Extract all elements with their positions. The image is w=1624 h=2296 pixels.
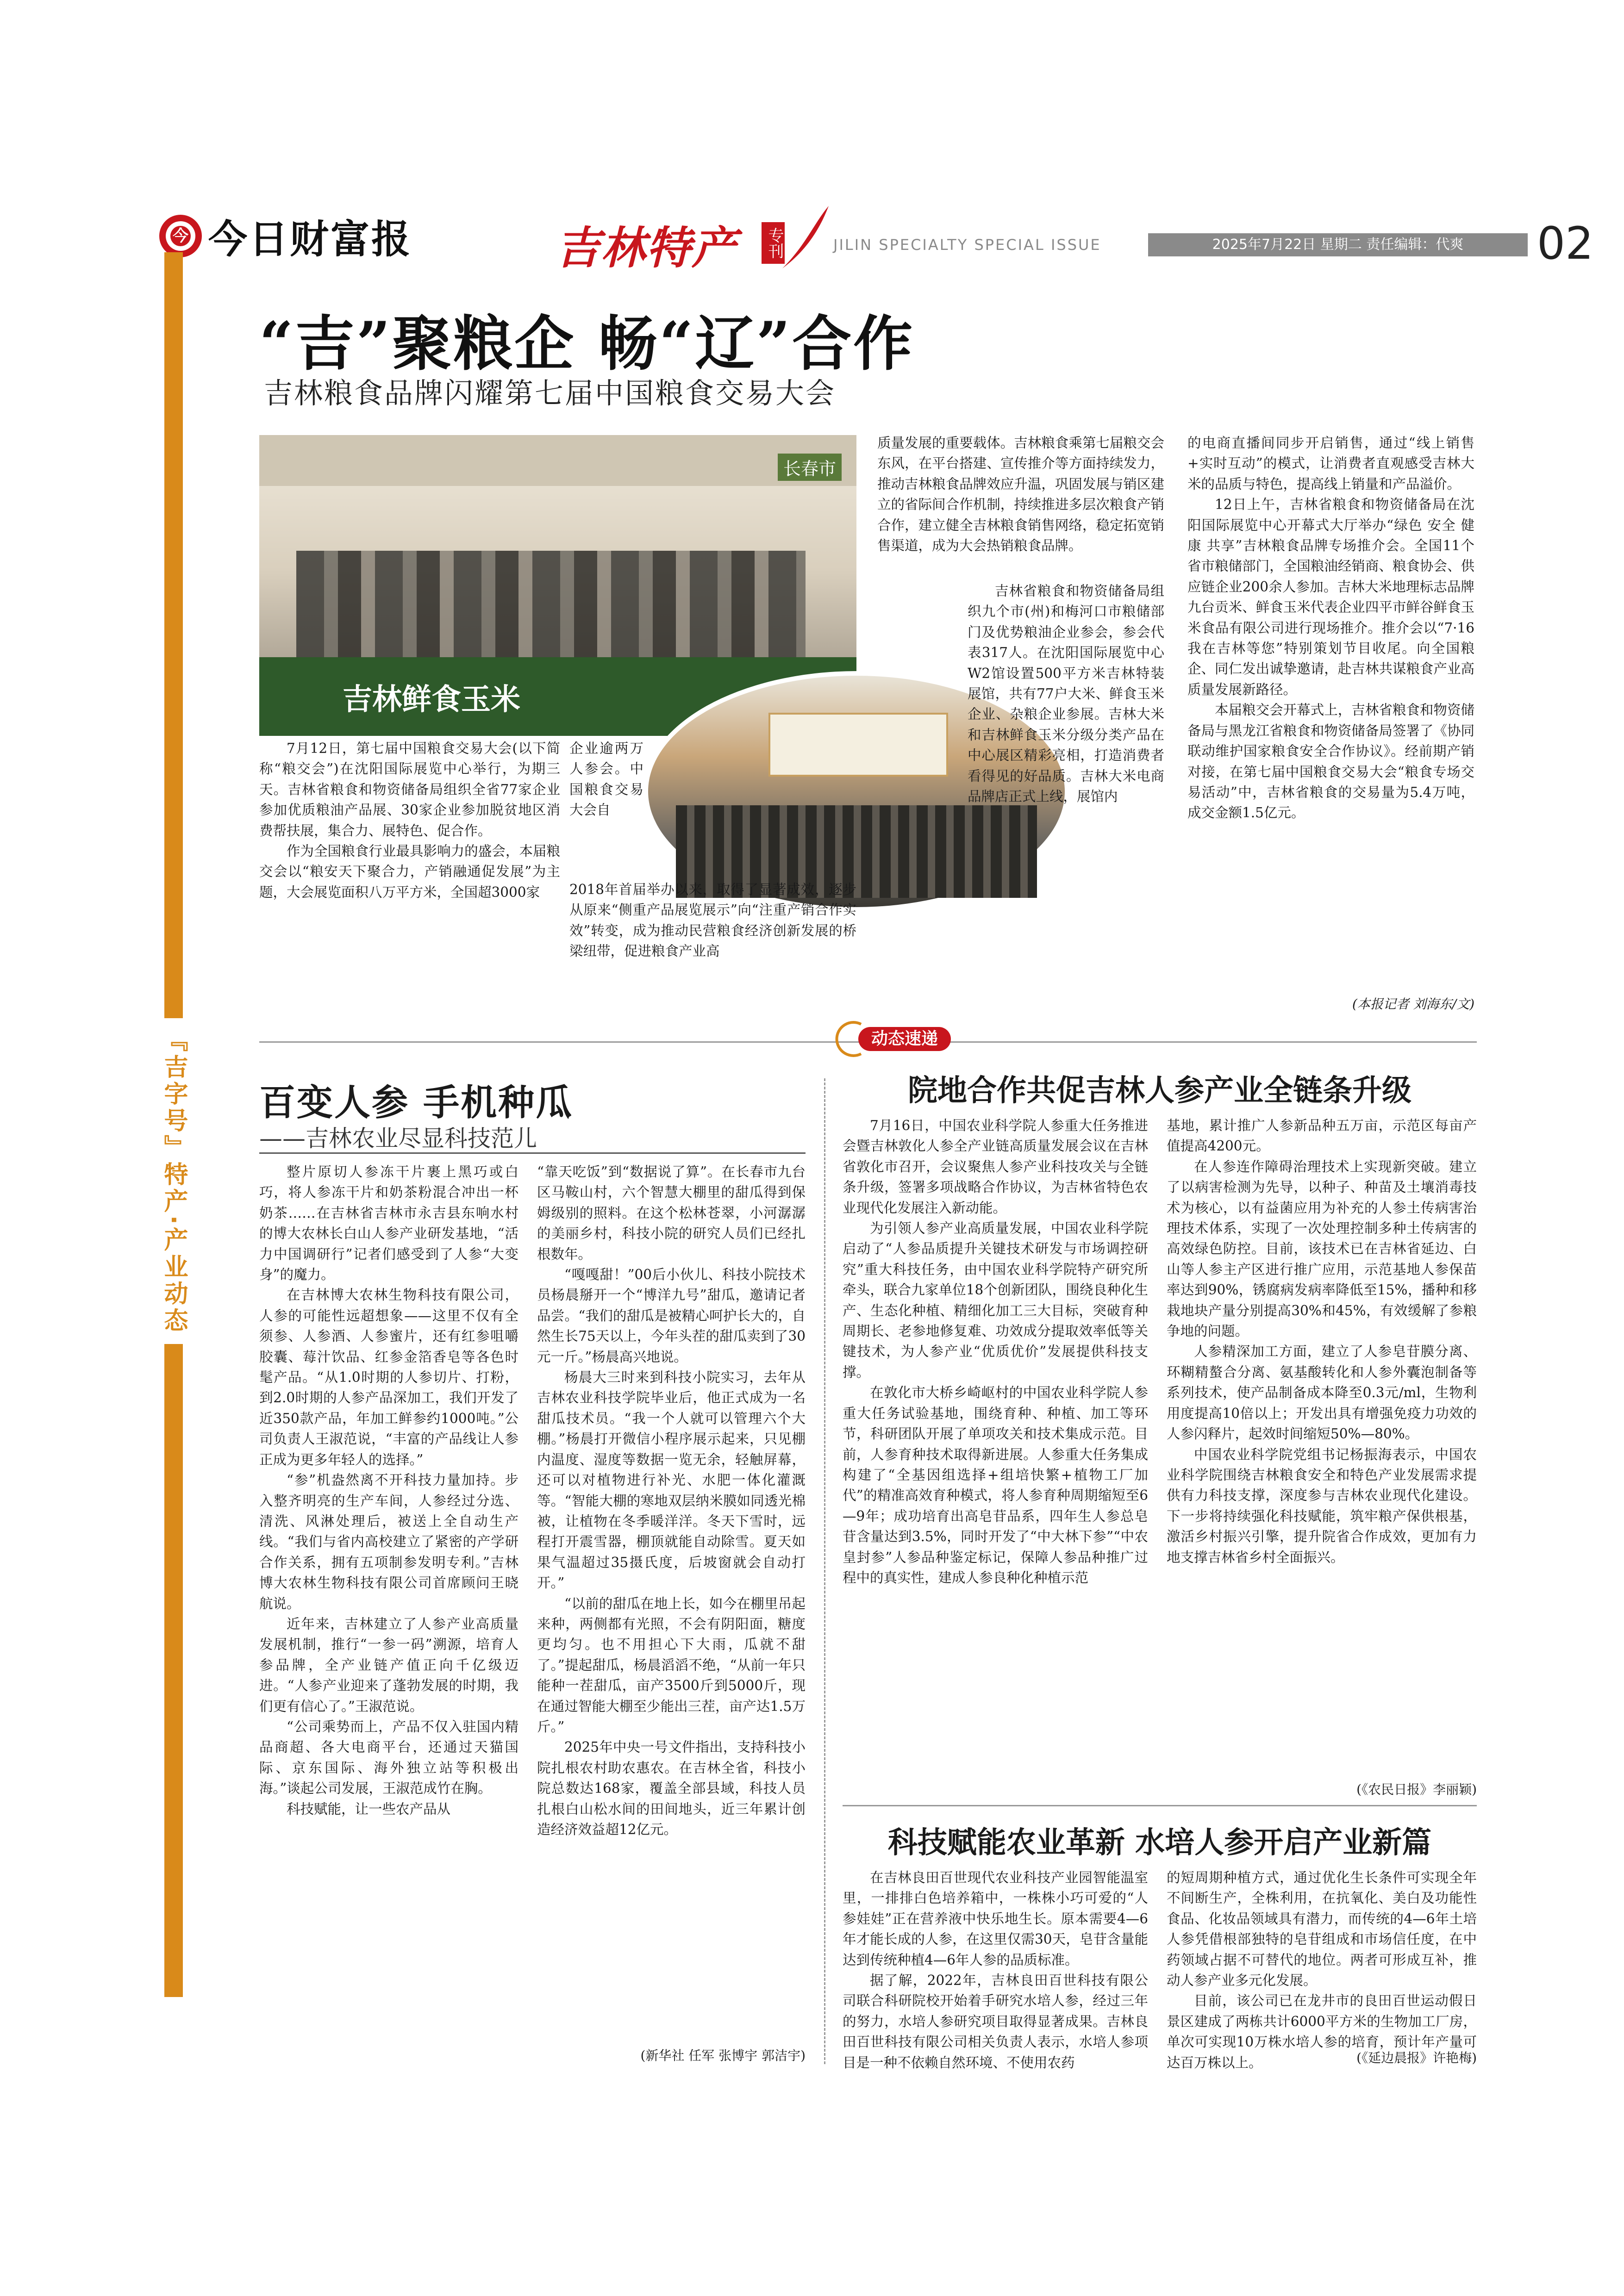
paragraph: “靠天吃饭”到“数据说了算”。在长春市九台区马鞍山村，六个智慧大棚里的甜瓜得到保姆级别的照料。在这个松林苍翠，小河潺潺的美丽乡村，科技小院的研究人员们已经扎根数年。	[537, 1164, 806, 1262]
photo-city-sign: 长春市	[778, 454, 842, 481]
ginseng-phone-column-1	[259, 1162, 518, 2069]
paragraph: 在人参连作障碍治理技术上实现新突破。建立了以病害检测为先导，以种子、种苗及土壤消毒技术为核心，以有益菌应用为补充的人参土传病害治理技术体系，实现了一次处理控制多种土传病害的高效绿色防控。目前，该技术已在吉林省延边、白山等人参主产区进行推广应用，示范基地人参保苗率达到90%，锈腐病发病率降低至15%，播种和移栽地块产量分别提高30%和45%，有效缓解了参粮争地的问题。	[1167, 1158, 1477, 1339]
photo-corn-banner: 吉林鲜食玉米	[343, 683, 520, 717]
paragraph: 人参精深加工方面，建立了人参皂苷膜分离、环糊精螯合分离、氨基酸转化和人参外囊泡制备等系列技术，使产品制备成本降至0.3元/ml，生物利用度提高10倍以上；开发出具有增强免疫力功效的人参闪释片，起效时间缩短50%—80%。	[1167, 1344, 1477, 1442]
english-issue-title: JILIN SPECIALTY SPECIAL ISSUE	[833, 236, 1101, 254]
column-divider	[824, 1078, 825, 2064]
paragraph: 企业逾两万人参会。中国粮食交易大会自	[569, 740, 643, 818]
academy-bottom-rule	[843, 1805, 1477, 1806]
paragraph: “以前的甜瓜在地上长，如今在棚里吊起来种，两侧都有光照，不会有阴阳面，糖度更均匀。也不用担心下大雨，瓜就不甜了。”提起甜瓜，杨晨滔滔不绝，“从前一年只能种一茬甜瓜，亩产3500斤到5000斤，现在通过智能大棚至少能出三茬，亩产达1.5万斤。”	[537, 1595, 806, 1735]
paragraph: 在吉林博大农林生物科技有限公司，人参的可能性远超想象——这里不仅有全须参、人参酒、人参蜜片，还有红参咀嚼胶囊、莓汁饮品、红参金箔香皂等各色时髦产品。“从1.0时期的人参切片、打粉，到2.0时期的人参产品深加工，我们开发了近350款产品，年加工鲜参约1000吨。”公司负责人王淑范说，“丰富的产品线让人参正成为更多年轻人的选择。”	[259, 1287, 518, 1468]
paragraph: 的电商直播间同步开启销售，通过“线上销售+实时互动”的模式，让消费者直观感受吉林大米的品质与特色，提高线上销量和产品溢价。	[1187, 435, 1474, 492]
photo-crowd	[296, 551, 806, 657]
academy-column-1	[843, 1115, 1148, 1800]
sidebar-section-label: 『吉字号』特产·产业动态	[160, 1018, 187, 1344]
special-issue-stamp: 专刊	[762, 222, 785, 264]
paragraph: 整片原切人参冻干片裹上黑巧或白巧，将人参冻干片和奶茶粉混合冲出一杯奶茶……在吉林省吉林市永吉县东响水村的博大农林长白山人参产业研发基地，“活力中国调研行”记者们感受到了人参“大变身”的魔力。	[259, 1164, 518, 1283]
lead-column-1	[259, 738, 560, 1034]
ginseng-phone-title-rule	[259, 1152, 806, 1154]
lead-subheadline: 吉林粮食品牌闪耀第七届中国粮食交易大会	[264, 376, 836, 410]
special-issue-title: 吉林特产	[556, 222, 737, 274]
newspaper-logo-monogram: 今	[173, 227, 188, 245]
brush-swoosh-icon	[778, 204, 833, 273]
newspaper-name: 今日财富报	[208, 216, 412, 262]
paragraph: 在吉林良田百世现代农业科技产业园智能温室里，一排排白色培养箱中，一株株小巧可爱的“人参娃娃”正在营养液中快乐地生长。原本需要4—6年才能长成的人参，在这里仅需30天，皂苷含量能达到传统种植4—6年人参的品质标准。	[843, 1870, 1148, 1968]
lead-headline: “吉”聚粮企 畅“辽”合作	[259, 309, 915, 379]
academy-column-2	[1167, 1115, 1477, 1782]
paragraph: 科技赋能，让一些农产品从	[287, 1801, 451, 1817]
paragraph: 基地，累计推广人参新品种五万亩，示范区每亩产值提高4200元。	[1167, 1118, 1477, 1154]
ginseng-phone-column-2	[537, 1162, 806, 2041]
lead-column-4	[1187, 433, 1474, 979]
paragraph: 质量发展的重要载体。吉林粮食乘第七届粮交会东风，在平台搭建、宣传推介等方面持续发力，推动吉林粮食品牌效应升温，巩固发展与销区建立的省际间合作机制，持续推进多层次粮食产销合作，建立健全吉林粮食销售网络，稳定拓宽销售渠道，成为大会热销粮食品牌。	[877, 435, 1164, 554]
paragraph: 吉林省粮食和物资储备局组织九个市(州)和梅河口市粮储部门及优势粮油企业参会，参会代表317人。在沈阳国际展览中心W2馆设置500平方米吉林特装展馆，共有77户大米、鲜食玉米企业、杂粮企业参展。吉林大米和吉林鲜食玉米分级分类产品在中心展区精彩亮相，打造消费者看得见的好品质。吉林大米电商品牌店正式上线，展馆内	[968, 583, 1164, 805]
paragraph: 中国农业科学院党组书记杨振海表示，中国农业科学院围绕吉林粮食安全和特色产业发展需求提供有力科技支撑，深度参与吉林农业现代化建设。下一步将持续强化科技赋能，筑牢粮产保供根基，激活乡村振兴引擎，提升院省合作成效，更加有力地支撑吉林省乡村全面振兴。	[1167, 1446, 1477, 1565]
paragraph: 在敦化市大桥乡崎岖村的中国农业科学院人参重大任务试验基地，围绕育种、种植、加工等环节，科研团队开展了单项攻关和技术集成示范。目前，人参育种技术取得新进展。人参重大任务集成构建了“全基因组选择+组培快繁+植物工厂加代”的精准高效育种模式，将人参育种周期缩短至6—9年；成功培育出高皂苷品系，四年生人参总皂苷含量达到3.5%，同时开发了“中大林下参”“中农皇封参”人参品种鉴定标记，保障人参品种推广过程中的真实性，建成人参良种化种植示范	[843, 1385, 1148, 1586]
academy-headline: 院地合作共促吉林人参产业全链条升级	[908, 1073, 1412, 1108]
paragraph: 近年来，吉林建立了人参产业高质量发展机制，推行“一参一码”溯源，培育人参品牌，全产业链产值正向千亿级迈进。“人参产业迎来了蓬勃发展的时期，我们更有信心了。”王淑范说。	[259, 1616, 518, 1714]
paragraph: 本届粮交会开幕式上，吉林省粮食和物资储备局与黑龙江省粮食和物资储备局签署了《协同联动维护国家粮食安全合作协议》。经前期产销对接，在第七届中国粮食交易大会“粮食专场交易活动”中，吉林省粮食的交易量为5.4万吨，成交金额1.5亿元。	[1187, 702, 1474, 821]
hydroponic-headline: 科技赋能农业革新 水培人参开启产业新篇	[887, 1825, 1432, 1860]
paragraph: 2018年首届举办以来，取得了显著成效，逐步从原来“侧重产品展览展示”向“注重产销合作实效”转变，成为推动民营粮食经济创新发展的桥梁纽带，促进粮食产业高	[569, 882, 856, 959]
paragraph: 据了解，2022年，吉林良田百世科技有限公司联合科研院校开始着手研究水培人参，经过三年的努力，水培人参研究项目取得显著成果。吉林良田百世科技有限公司相关负责人表示，水培人参项目是一种不依赖自然环境、不使用农药	[843, 1972, 1148, 2071]
ginseng-phone-subheadline: ——吉林农业尽显科技范儿	[259, 1125, 537, 1152]
section-tag-badge	[843, 1020, 963, 1058]
hydroponic-column-1	[843, 1867, 1148, 2071]
masthead	[157, 204, 1594, 274]
lead-column-2	[569, 879, 856, 1037]
photo-ceiling	[259, 435, 856, 486]
paragraph: 为引领人参产业高质量发展，中国农业科学院启动了“人参品质提升关键技术研发与市场调控研究”重大科技任务，由中国农业科学院特产研究所牵头，联合九家单位18个创新团队，围绕良种化生产、生态化种植、精细化加工三大目标，突破育种周期长、老参地修复难、功效成分提取效率低等关键技术，为人参产业“优质优价”发展提供科技支撑。	[843, 1220, 1148, 1380]
paragraph: 2025年中央一号文件指出，支持科技小院扎根农村助农惠农。在吉林全省，科技小院总数达168家，覆盖全部县域，科技人员扎根白山松水间的田间地头，近三年累计创造经济效益超12亿元。	[537, 1739, 806, 1837]
paragraph: “嘎嘎甜！”00后小伙儿、科技小院技术员杨晨掰开一个“博洋九号”甜瓜，邀请记者品尝。“我们的甜瓜是被精心呵护长大的，自然生长75天以上，今年头茬的甜瓜卖到了30元一斤。”杨晨高兴地说。	[537, 1267, 806, 1365]
date-editor-line: 2025年7月22日 星期二 责任编辑：代爽	[1148, 233, 1528, 256]
section-tag-label: 动态速递	[871, 1029, 938, 1048]
hydroponic-byline: (《延边晨报》许艳梅)	[1356, 2050, 1477, 2066]
lead-column-3-top	[877, 433, 1164, 581]
paragraph: “参”机盎然离不开科技力量加持。步入整齐明亮的生产车间，人参经过分选、清洗、风淋处理后，被送上全自动生产线。“我们与省内高校建立了紧密的产学研合作关系，拥有五项制参发明专利。”吉林博大农林生物科技有限公司首席顾问王晓航说。	[259, 1472, 518, 1612]
paragraph: 目前，该公司已在龙井市的良田百世运动假日景区建成了两栋共计6000平方米的生物加工厂房，单次可实现10万株水培人参的培育，预计年产量可达百万株以上。	[1167, 1993, 1477, 2071]
lead-byline: (本报记者 刘海东/文)	[1352, 996, 1474, 1012]
paragraph: 作为全国粮食行业最具影响力的盛会，本届粮交会以“粮安天下聚合力，产销融通促发展”为主题，大会展览面积八万平方米，全国超3000家	[259, 843, 560, 900]
ginseng-phone-headline: 百变人参 手机种瓜	[259, 1082, 574, 1124]
paragraph: “公司乘势而上，产品不仅入驻国内精品商超、各大电商平台，还通过天猫国际、京东国际、海外独立站等积极出海。”谈起公司发展，王淑范成竹在胸。	[259, 1718, 518, 1797]
lead-column-2-narrow	[569, 738, 643, 859]
paragraph: 12日上午，吉林省粮食和物资储备局在沈阳国际展览中心开幕式大厅举办“绿色 安全 健康 共享”吉林粮食品牌专场推介会。全国11个省市粮储部门，全国粮油经销商、粮食协会、供应链企业200余人参加。吉林大米地理标志品牌九台贡米、鲜食玉米代表企业四平市鲜谷鲜食玉米食品有限公司进行现场推介。推介会以“7·16我在吉林等您”特别策划节目收尾。向全国粮企、同仁发出诚挚邀请，赴吉林共谋粮食产业高质量发展新路径。	[1187, 497, 1474, 697]
paragraph: 7月12日，第七届中国粮食交易大会(以下简称“粮交会”)在沈阳国际展览中心举行，为期三天。吉林省粮食和物资储备局组织全省77家企业参加优质粮油产品展、30家企业参加脱贫地区消费帮扶展，集合力、展特色、促合作。	[259, 740, 560, 839]
academy-byline: (《农民日报》李丽颖)	[1356, 1782, 1477, 1797]
ginseng-phone-byline: (新华社 任军 张博宇 郭洁宇)	[640, 2048, 806, 2063]
ceremony-stage-screen	[768, 713, 948, 777]
paragraph: 杨晨大三时来到科技小院实习，去年从吉林农业科技学院毕业后，他正式成为一名甜瓜技术员。“我一个人就可以管理六个大棚。”杨晨打开微信小程序展示起来，只见棚内温度、湿度等数据一览无余，轻触屏幕，还可以对植物进行补光、水肥一体化灌溉等。“智能大棚的寒地双层纳米膜如同透光棉被，让植物在冬季暖洋洋。冬天下雪时，远程打开震雪器，棚顶就能自动除雪。夏天如果气温超过35摄氏度，后坡窗就会自动打开。”	[537, 1369, 806, 1591]
paragraph: 的短周期种植方式，通过优化生长条件可实现全年不间断生产，全株利用，在抗氧化、美白及功能性食品、化妆品领域具有潜力，而传统的4—6年土培人参凭借根部独特的皂苷组成和市场信任度，在中药领域占据不可替代的地位。两者可形成互补，推动人参产业多元化发展。	[1167, 1870, 1477, 1989]
paragraph: 7月16日，中国农业科学院人参重大任务推进会暨吉林敦化人参全产业链高质量发展会议在吉林省敦化市召开，会议聚焦人参产业科技攻关与全链条升级，签署多项战略合作协议，为吉林省特色农业现代化发展注入新动能。	[843, 1118, 1148, 1216]
page-number: 02	[1537, 218, 1594, 269]
lead-column-3-mid	[968, 581, 1164, 854]
